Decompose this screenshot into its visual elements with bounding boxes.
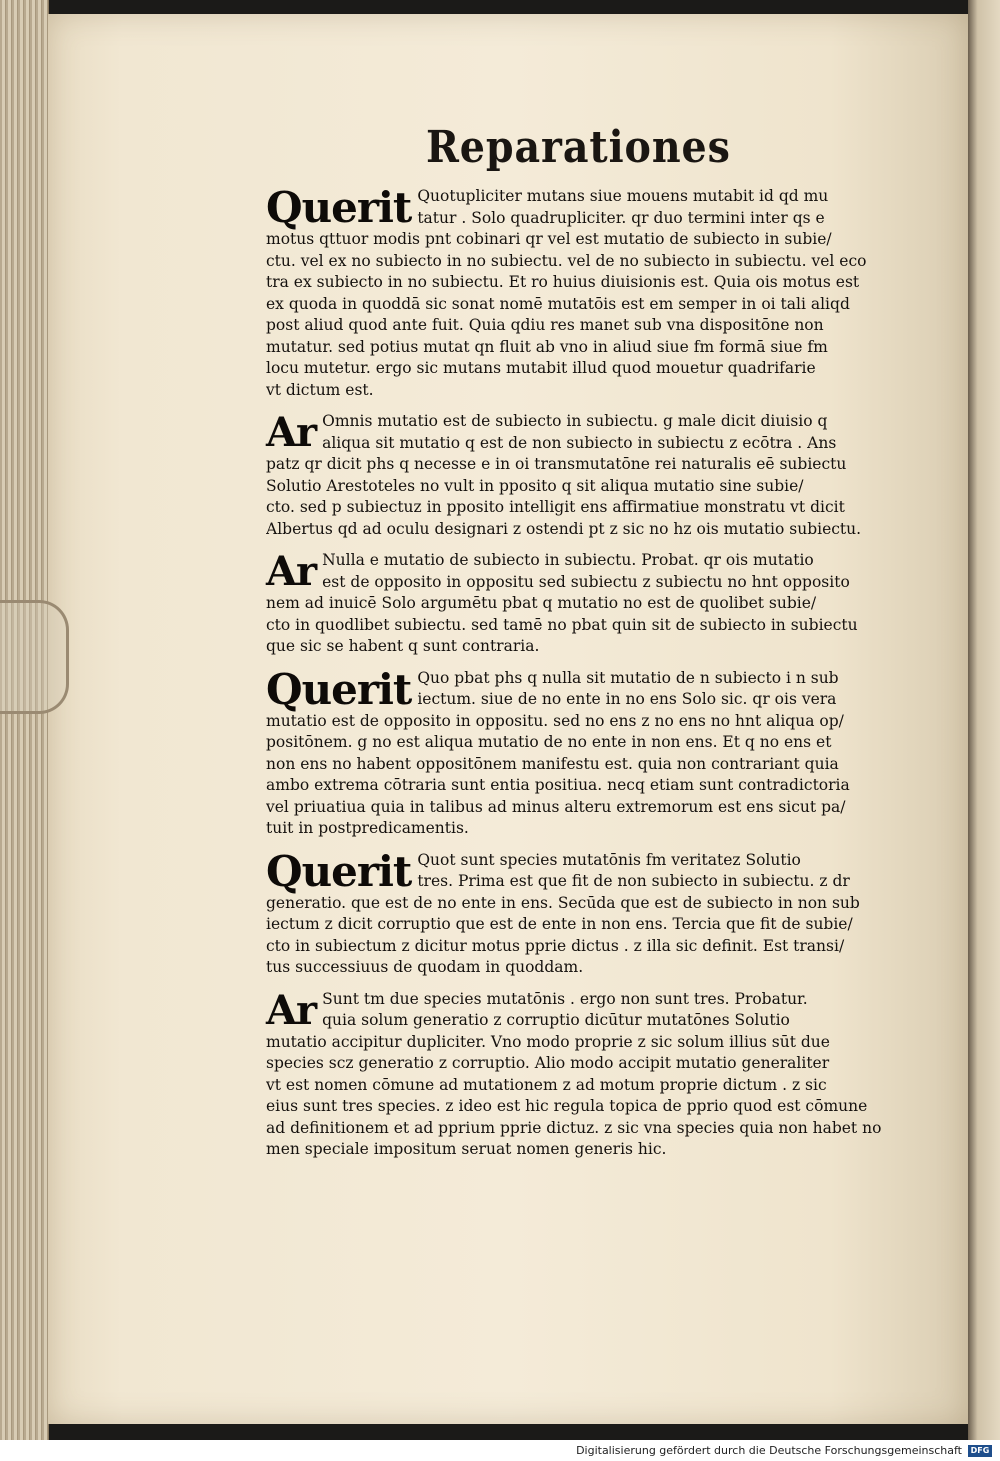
text-section	[266, 183, 882, 401]
text-line: non ens no habent oppositōnem manifestu est. quia non contrariant quia	[266, 754, 839, 773]
text-line: patz qr dicit phs q necesse e in oi transmutatōne rei naturalis eē subiectu	[266, 455, 847, 473]
book-clasp	[0, 600, 69, 714]
section-initial: Querit	[266, 846, 412, 896]
text-line: tuit in postpredicamentis.	[266, 819, 469, 837]
section-initial: Querit	[266, 664, 412, 714]
text-line: Quot sunt species mutatōnis fm veritatez Solutio	[417, 850, 801, 869]
footer-bar	[0, 1440, 1000, 1461]
main-text-block	[266, 183, 882, 1161]
text-line: tus successiuus de quodam in quoddam.	[266, 958, 584, 976]
text-line: aliqua sit mutatio q est de non subiecto in subiectu z ecōtra . Ans	[322, 433, 837, 452]
text-line: Quo pbat phs q nulla sit mutatio de n subiecto i n sub	[417, 668, 839, 687]
text-line: Nulla e mutatio de subiecto in subiectu. Probat. qr ois mutatio	[322, 551, 814, 569]
text-line: que sic se habent q sunt contraria.	[266, 637, 540, 655]
section-initial: Ar	[266, 409, 317, 456]
text-line: quia solum generatio z corruptio dicūtur mutatōnes Solutio	[322, 1011, 790, 1029]
text-section	[266, 986, 882, 1161]
text-line: iectum. siue de no ente in no ens Solo sic. qr ois vera	[417, 690, 837, 708]
text-line: ex quoda in quoddā sic sonat nomē mutatōis est em semper in oi tali aliqd	[266, 294, 850, 313]
text-line: Quotupliciter mutans siue mouens mutabit id qd mu	[417, 187, 829, 205]
text-line: ctu. vel ex no subiecto in no subiectu. vel de no subiecto in subiectu. vel eco	[266, 251, 867, 270]
running-title: Reparationes	[426, 122, 731, 173]
text-line: species scz generatio z corruptio. Alio modo accipit mutatio generaliter	[266, 1054, 830, 1072]
text-line: vel priuatiua quia in talibus ad minus alteru extremorum est ens sicut pa/	[266, 797, 846, 816]
text-section	[266, 664, 882, 840]
text-line: vt est nomen cōmune ad mutationem z ad motum proprie dictum . z sic	[266, 1075, 827, 1094]
text-line: motus qttuor modis pnt cobinari qr vel est mutatio de subiecto in subie/	[266, 230, 832, 248]
text-line: eius sunt tres species. z ideo est hic regula topica de pprio quod est cōmune	[266, 1097, 868, 1115]
footer-credit: Digitalisierung gefördert durch die Deutsche Forschungsgemeinschaft	[576, 1444, 962, 1457]
text-line: locu mutetur. ergo sic mutans mutabit illud quod mouetur quadrifarie	[266, 359, 816, 377]
section-initial: Ar	[266, 548, 317, 595]
text-line: Sunt tm due species mutatōnis . ergo non sunt tres. Probatur.	[322, 989, 808, 1008]
text-line: Solutio Arestoteles no vult in pposito q sit aliqua mutatio sine subie/	[266, 476, 804, 495]
text-line: mutatio accipitur dupliciter. Vno modo proprie z sic solum illius sūt due	[266, 1032, 830, 1051]
text-section	[266, 846, 882, 979]
text-line: cto. sed p subiectuz in pposito intelligit ens affirmatiue monstratu vt dicit	[266, 498, 845, 516]
text-line: est de opposito in oppositu sed subiectu z subiectu no hnt opposito	[322, 572, 850, 591]
text-line: mutatio est de opposito in oppositu. sed no ens z no ens no hnt aliqua op/	[266, 711, 844, 730]
text-line: iectum z dicit corruptio que est de ente in non ens. Tercia que fit de subie/	[266, 915, 853, 933]
text-line: ambo extrema cōtraria sunt entia positiua. necq etiam sunt contradictoria	[266, 776, 850, 794]
text-line: nem ad inuicē Solo argumētu pbat q mutatio no est de quolibet subie/	[266, 594, 817, 612]
text-line: positōnem. g no est aliqua mutatio de no ente in non ens. Et q no ens et	[266, 733, 832, 751]
text-line: Albertus qd ad oculu designari z ostendi pt z sic no hz ois mutatio subiectu.	[266, 519, 862, 538]
text-line: Omnis mutatio est de subiecto in subiectu. g male dicit diuisio q	[322, 412, 828, 430]
text-section	[266, 550, 882, 658]
text-line: post aliud quod ante fuit. Quia qdiu res manet sub vna dispositōne non	[266, 316, 824, 334]
text-line: tra ex subiecto in no subiectu. Et ro huius diuisionis est. Quia ois motus est	[266, 273, 860, 291]
text-line: vt dictum est.	[266, 380, 374, 399]
text-line: men speciale impositum seruat nomen generis hic.	[266, 1140, 667, 1158]
adjacent-page-edge	[968, 0, 1000, 1440]
text-line: tres. Prima est que fit de non subiecto in subiectu. z dr	[417, 872, 850, 890]
book-page-edges	[0, 0, 49, 1440]
text-line: generatio. que est de no ente in ens. Secūda que est de subiecto in non sub	[266, 893, 860, 912]
section-initial: Ar	[266, 986, 317, 1034]
section-initial: Querit	[266, 183, 412, 232]
text-line: tatur . Solo quadrupliciter. qr duo termini inter qs e	[417, 208, 825, 227]
text-line: cto in subiectum z dicitur motus pprie dictus . z illa sic definit. Est transi/	[266, 936, 845, 955]
text-line: mutatur. sed potius mutat qn fluit ab vno in aliud siue fm formā siue fm	[266, 337, 828, 356]
text-line: ad definitionem et ad pprium pprie dictuz. z sic vna species quia non habet no	[266, 1118, 882, 1137]
text-section	[266, 411, 882, 540]
dfg-logo: DFG	[968, 1445, 992, 1457]
text-line: cto in quodlibet subiectu. sed tamē no pbat quin sit de subiecto in subiectu	[266, 615, 858, 634]
